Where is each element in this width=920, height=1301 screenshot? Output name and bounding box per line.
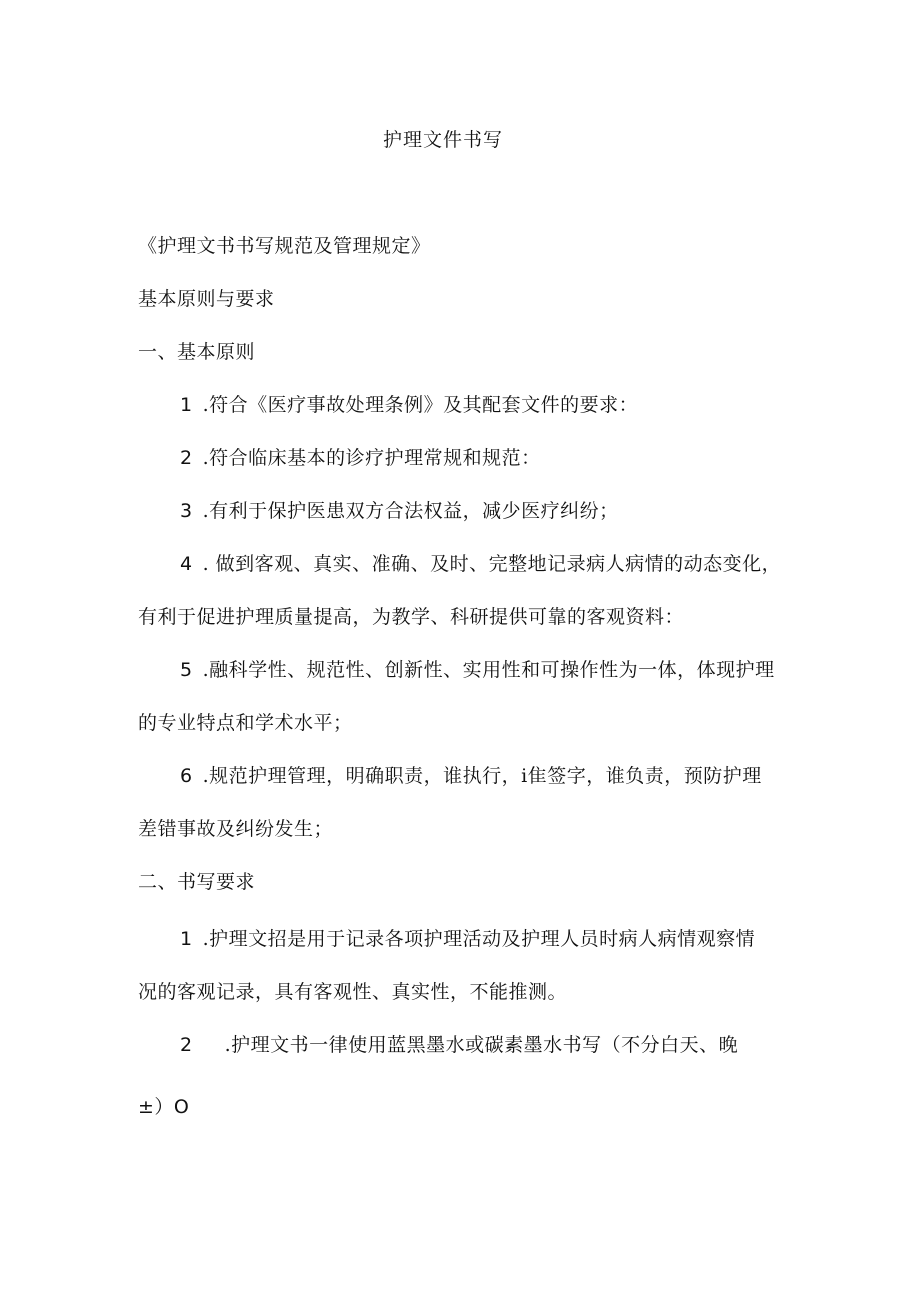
list-item xyxy=(180,498,619,524)
basic-heading: 基本原则与要求 xyxy=(138,288,275,310)
item-number: 3 xyxy=(180,500,193,522)
list-item xyxy=(180,551,781,577)
item-text: .符合临床基本的诊疗护理常规和规范： xyxy=(202,447,541,469)
item-text: .有利于保护医患双方合法权益，减少医疗纠纷； xyxy=(202,500,619,522)
item-number: 6 xyxy=(180,765,193,787)
item-text: .符合《医疗事故处理条例》及其配套文件的要求： xyxy=(202,394,639,416)
item-number: 1 xyxy=(180,928,193,950)
item-text: .护理文招是用于记录各项护理活动及护理人员时病人病情观察情 xyxy=(202,928,756,950)
item-text: .护理文书一律使用蓝黑墨水或碳素墨水书写（不分白天、晚 xyxy=(224,1034,739,1056)
section-heading-principles: 一、基本原则 xyxy=(138,341,256,363)
item-continuation: 的专业特点和学术水平； xyxy=(138,712,353,734)
item-number: 1 xyxy=(180,394,193,416)
item-number: 4 xyxy=(180,553,193,575)
item-number: 5 xyxy=(180,659,193,681)
section-heading-requirements: 二、书写要求 xyxy=(138,871,256,893)
item-number: 2 xyxy=(180,1034,193,1056)
document-title: 护理文件书写 xyxy=(383,129,504,151)
item-text: . 做到客观、真实、准确、及时、完整地记录病人病情的动态变化， xyxy=(202,553,782,575)
list-item xyxy=(180,392,638,418)
item-text: .规范护理管理，明确职责，谁执行，i隹签字，谁负责，预防护理 xyxy=(202,765,762,787)
item-continuation: 差错事故及纠纷发生； xyxy=(138,818,334,840)
list-item xyxy=(180,657,775,683)
regulation-name: 《护理文书书写规范及管理规定》 xyxy=(138,235,431,257)
item-text: .融科学性、规范性、创新性、实用性和可操作性为一体，体现护理 xyxy=(202,659,775,681)
list-item xyxy=(180,926,755,952)
item-continuation: 况的客观记录，具有客观性、真实性，不能推测。 xyxy=(138,981,568,1003)
item-number: 2 xyxy=(180,447,193,469)
list-item xyxy=(180,445,541,471)
item-continuation: ±）O xyxy=(138,1096,190,1118)
item-continuation: 有利于促进护理质量提高，为教学、科研提供可靠的客观资料： xyxy=(138,606,685,628)
list-item xyxy=(180,763,762,789)
list-item xyxy=(180,1032,738,1058)
